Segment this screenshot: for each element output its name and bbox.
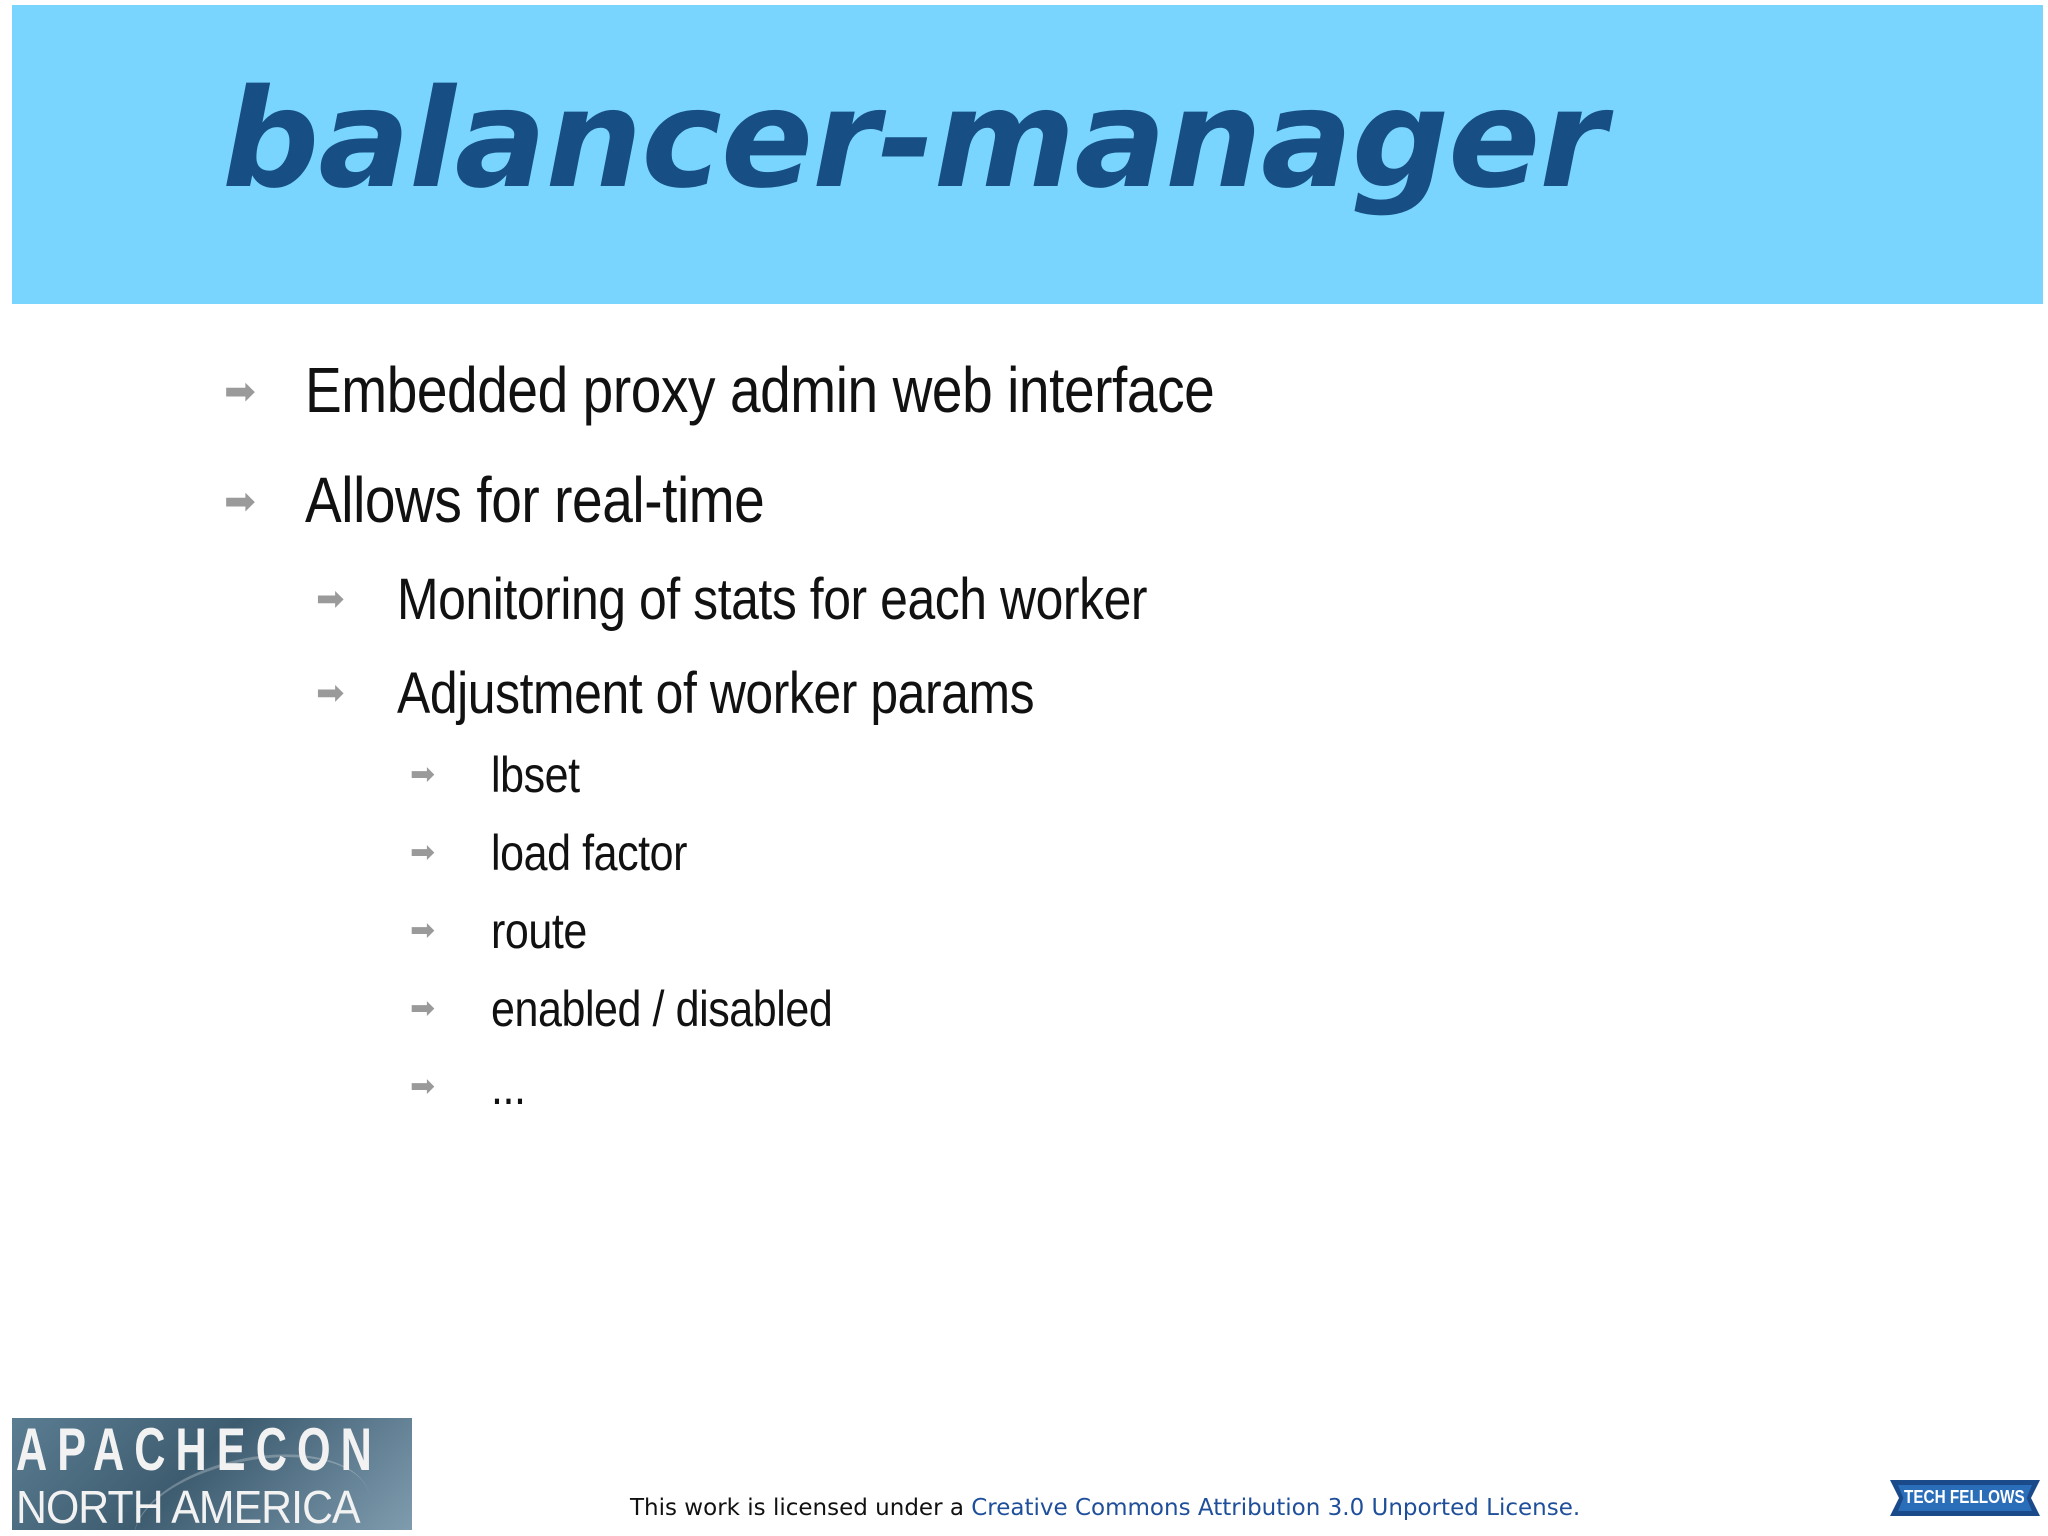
bullet-text: Allows for real-time [305,464,765,536]
right-arrow-icon: ➡ [410,1069,436,1104]
license-link[interactable]: Creative Commons Attribution 3.0 Unported License. [971,1495,1581,1521]
license-notice [630,1497,1580,1520]
bullet-text: route [491,903,587,959]
bullet-text: Adjustment of worker params [397,661,1035,726]
bullet-text: Embedded proxy admin web interface [305,354,1215,426]
tech-fellows-badge [1890,1480,2040,1516]
apachecon-logo [12,1418,412,1530]
bullet-text: enabled / disabled [491,981,833,1037]
logo-subtitle: NORTH AMERICA [16,1481,360,1530]
slide-title: balancer-manager [222,61,1606,219]
bullet-text: lbset [491,747,580,803]
right-arrow-icon: ➡ [410,835,436,870]
right-arrow-icon: ➡ [316,579,345,619]
right-arrow-icon: ➡ [224,479,256,523]
right-arrow-icon: ➡ [410,913,436,948]
right-arrow-icon: ➡ [410,991,436,1026]
badge-text: TECH FELLOWS [1904,1487,2025,1507]
logo-title: APACHECON [16,1418,382,1483]
bullet-text: Monitoring of stats for each worker [397,567,1148,632]
bullet-text: load factor [491,825,688,881]
bullet-text: ... [491,1059,526,1115]
right-arrow-icon: ➡ [224,369,256,413]
right-arrow-icon: ➡ [410,757,436,792]
right-arrow-icon: ➡ [316,673,345,713]
license-prefix: This work is licensed under a [630,1495,972,1521]
